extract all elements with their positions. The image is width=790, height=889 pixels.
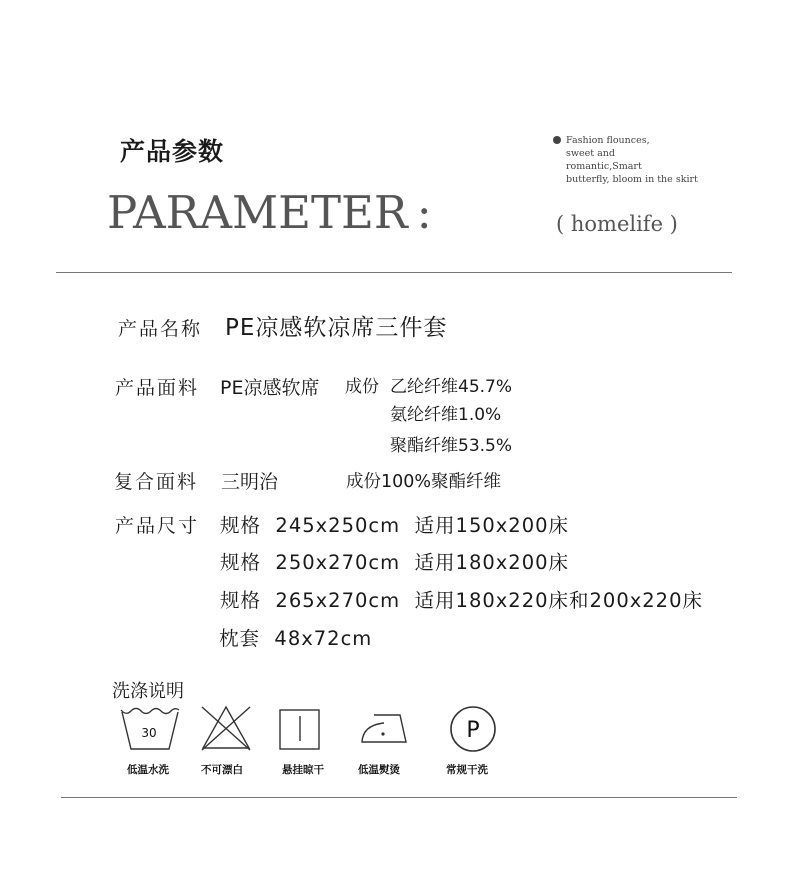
size-prefix: 枕套: [219, 627, 261, 650]
value-composite-fabric: 三明治: [221, 471, 279, 493]
tagline-line: butterfly, bloom in the skirt: [566, 174, 698, 185]
size-prefix: 规格: [220, 514, 262, 537]
bullet-dot-icon: [553, 136, 561, 144]
label-size: 产品尺寸: [115, 515, 200, 537]
label-composite-fabric: 复合面料: [114, 471, 199, 493]
size-row: [220, 510, 569, 538]
size-row: [219, 623, 372, 651]
size-fit: 适用150x200床: [414, 514, 570, 537]
wash-title: 洗涤说明: [112, 681, 184, 702]
section-title-cn: 产品参数: [120, 137, 225, 166]
brand-name: ( homelife ): [556, 212, 678, 236]
tagline-line: sweet and: [566, 148, 615, 159]
hang-dry-icon: [279, 709, 321, 751]
size-dimension: 48x72cm: [274, 627, 373, 650]
wash-label: 低温水洗: [127, 764, 169, 776]
divider-top: [56, 272, 732, 273]
wash-tub-icon: [118, 707, 182, 753]
value-composite-composition: 成份100%聚酯纤维: [346, 472, 502, 492]
section-title-en: PARAMETER :: [107, 186, 432, 239]
label-composition: 成份: [345, 377, 379, 397]
size-fit: 适用180x220床和200x220床: [414, 589, 703, 612]
size-prefix: 规格: [220, 589, 262, 612]
wash-temperature: 30: [141, 726, 157, 740]
tagline-line: romantic,Smart: [566, 161, 642, 172]
value-fabric: PE凉感软席: [220, 377, 320, 399]
label-product-name: 产品名称: [118, 318, 203, 340]
no-bleach-icon: [200, 705, 252, 751]
divider-bottom: [61, 797, 737, 798]
fabric-component: 聚酯纤维53.5%: [390, 436, 513, 456]
size-dimension: 250x270cm: [275, 551, 401, 574]
wash-label: 悬挂晾干: [282, 764, 324, 776]
wash-label: 不可漂白: [201, 764, 243, 776]
tagline: [566, 134, 726, 186]
value-product-name: PE凉感软凉席三件套: [225, 315, 448, 341]
size-prefix: 规格: [220, 551, 262, 574]
size-fit: 适用180x200床: [414, 551, 570, 574]
fabric-component: 氨纶纤维1.0%: [390, 405, 502, 425]
label-fabric: 产品面料: [115, 377, 200, 399]
dry-clean-letter: P: [466, 718, 480, 743]
fabric-component: 乙纶纤维45.7%: [390, 377, 513, 397]
size-dimension: 245x250cm: [275, 514, 401, 537]
dry-clean-icon: [449, 705, 497, 753]
size-row: [220, 585, 703, 613]
size-dimension: 265x270cm: [275, 589, 401, 612]
wash-label: 常规干洗: [446, 764, 488, 776]
tagline-line: Fashion flounces,: [566, 135, 650, 146]
low-iron-icon: [360, 709, 408, 745]
size-row: [220, 547, 569, 575]
wash-label: 低温熨烫: [358, 764, 400, 776]
